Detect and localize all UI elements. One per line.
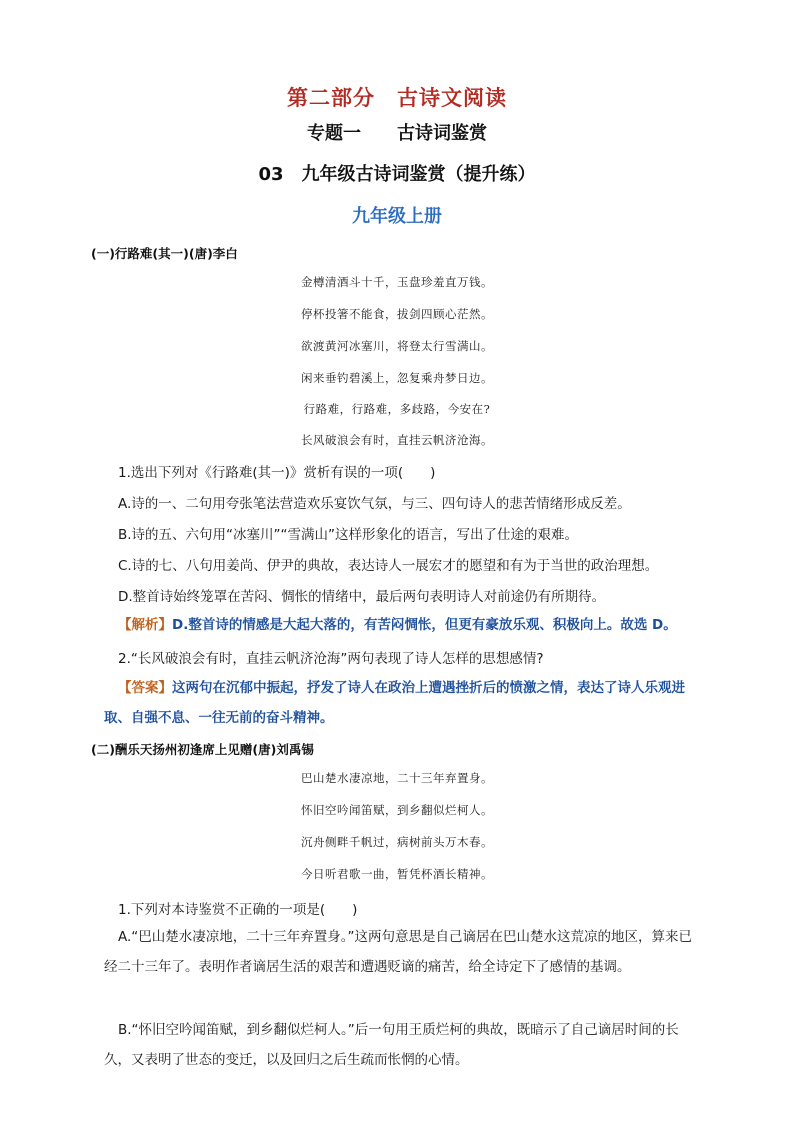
analysis-text: D.整首诗的情感是大起大落的，有苦闷惆怅，但更有豪放乐观、积极向上。故选 D。	[172, 617, 677, 633]
poem-line: 怀旧空吟闻笛赋，到乡翻似烂柯人。	[301, 803, 493, 817]
grade-title: 九年级上册	[352, 206, 442, 227]
poem-line: 闲来垂钓碧溪上，忽复乘舟梦日边。	[301, 371, 493, 385]
poem-title-1: (一)行路难(其一)(唐)李白	[91, 246, 238, 261]
analysis	[104, 610, 704, 640]
poem-title-2: (二)酬乐天扬州初逢席上见赠(唐)刘禹锡	[91, 742, 314, 757]
analysis-tag: 【解析】	[118, 617, 172, 633]
poem-line: 长风破浪会有时，直挂云帆济沧海。	[301, 433, 493, 447]
topic-title: 专题一 古诗词鉴赏	[307, 123, 487, 144]
question-2: 2.“长风破浪会有时，直挂云帆济沧海”两句表现了诗人怎样的思想感情?	[118, 651, 544, 667]
question-1: 1.选出下列对《行路难(其一)》赏析有误的一项( )	[118, 465, 436, 481]
poem-line: 今日听君歌一曲，暂凭杯酒长精神。	[301, 867, 493, 881]
option-b-2: B.“怀旧空吟闻笛赋，到乡翻似烂柯人。”后一句用王质烂柯的典故，既暗示了自己谪居时间的长久，又表明了世态的变迁，以及回归之后生疏而怅惘的心情。	[104, 1022, 679, 1068]
poem-line: 巴山楚水凄凉地，二十三年弃置身。	[301, 771, 493, 785]
poem-line: 金樽清酒斗十千，玉盘珍羞直万钱。	[301, 275, 493, 289]
answer	[104, 673, 704, 733]
option-c: C.诗的七、八句用姜尚、伊尹的典故，表达诗人一展宏才的愿望和有为于当世的政治理想。	[118, 558, 659, 574]
part-title: 第二部分 古诗文阅读	[287, 86, 507, 110]
answer-tag: 【答案】	[118, 680, 172, 696]
poem-line: 行路难，行路难，多歧路，今安在?	[303, 402, 491, 416]
poem-line: 欲渡黄河冰塞川，将登太行雪满山。	[301, 339, 493, 353]
answer-text: 这两句在沉郁中振起，抒发了诗人在政治上遭遇挫折后的愤激之情，表达了诗人乐观进取、自强不息、一往无前的奋斗精神。	[104, 680, 685, 726]
option-a: A.诗的一、二句用夸张笔法营造欢乐宴饮气氛，与三、四句诗人的悲苦情绪形成反差。	[118, 496, 631, 512]
poem-line: 停杯投箸不能食，拔剑四顾心茫然。	[301, 307, 493, 321]
poem-line: 沉舟侧畔千帆过，病树前头万木春。	[301, 835, 493, 849]
option-d: D.整首诗始终笼罩在苦闷、惆怅的情绪中，最后两句表明诗人对前途仍有所期待。	[118, 589, 606, 605]
question-2-1: 1.下列对本诗鉴赏不正确的一项是( )	[118, 902, 358, 918]
option-a-2: A.“巴山楚水凄凉地，二十三年弃置身。”这两句意思是自己谪居在巴山楚水这荒凉的地区，算来已经二十三年了。表明作者谪居生活的艰苦和遭遇贬谪的痛苦，给全诗定下了感情的基调。	[104, 929, 693, 975]
lesson-title: 03 九年级古诗词鉴赏（提升练）	[258, 164, 536, 185]
option-b: B.诗的五、六句用“冰塞川”“雪满山”这样形象化的语言，写出了仕途的艰难。	[118, 527, 579, 543]
